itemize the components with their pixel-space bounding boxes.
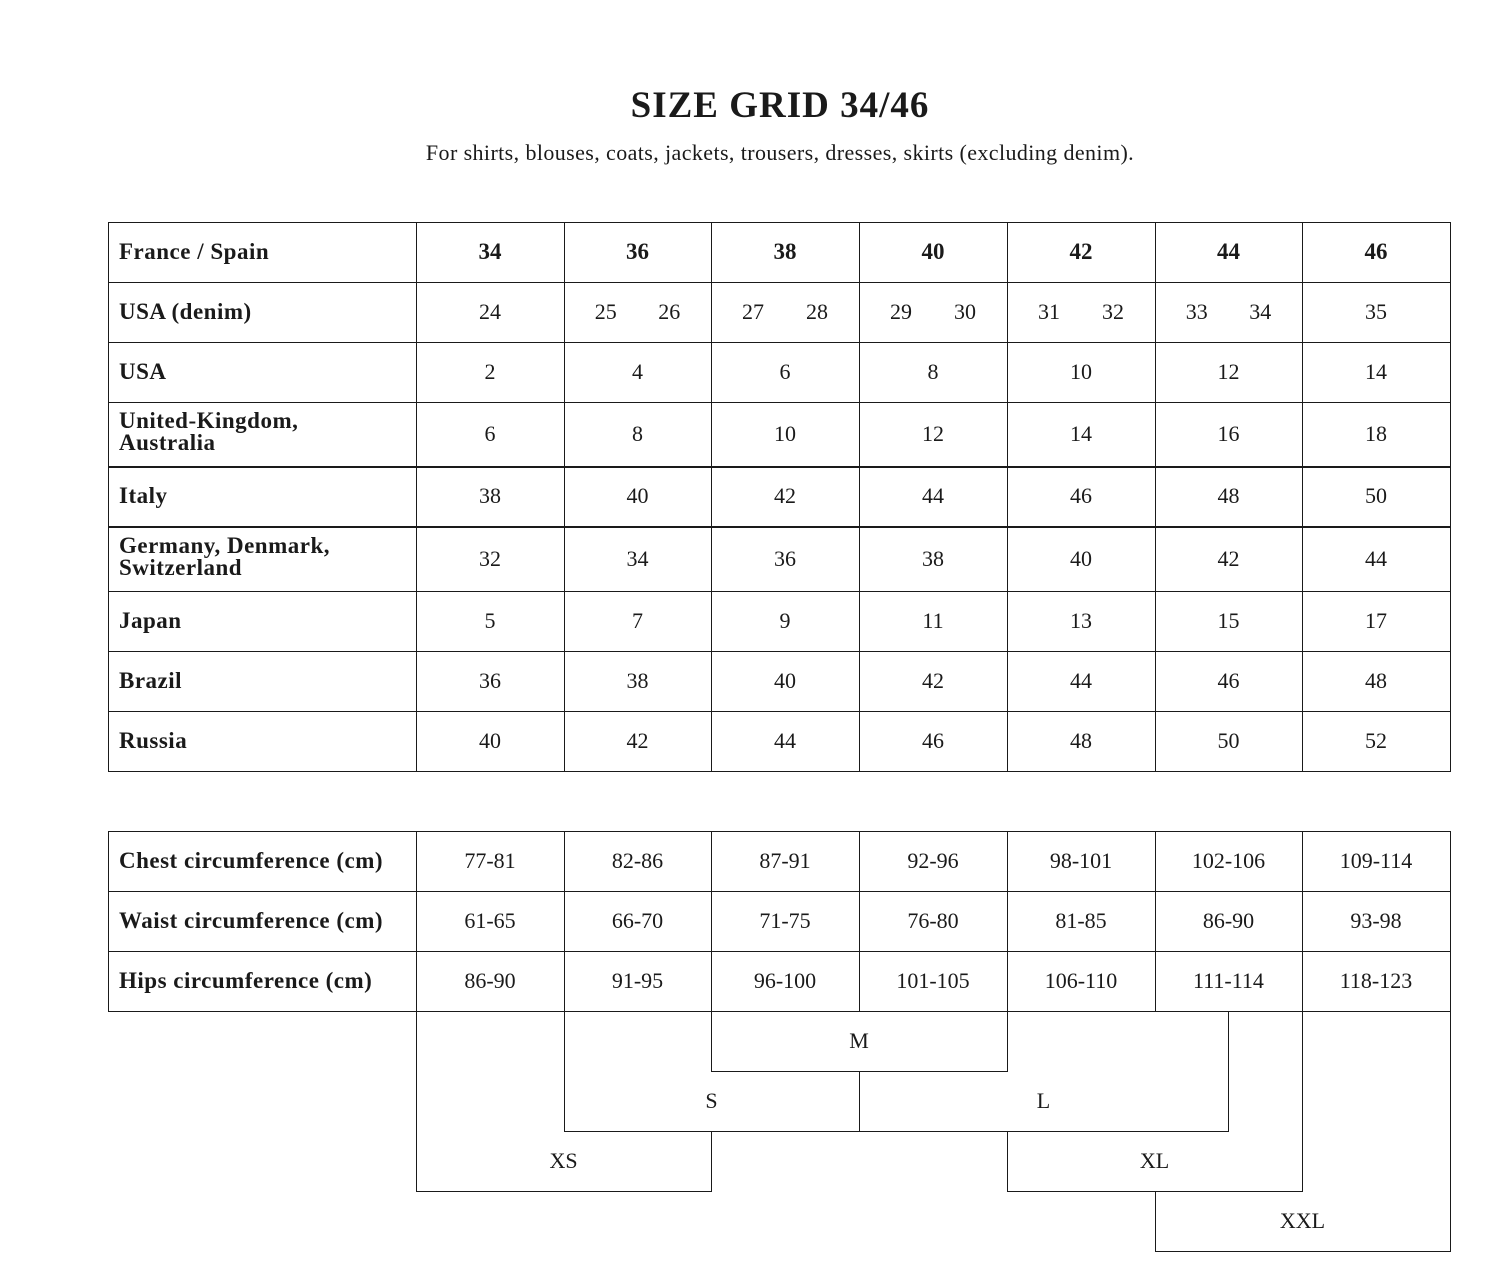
cell-value: 98-101	[1049, 848, 1113, 873]
grid-line	[1450, 831, 1451, 1012]
cell-value: 24	[479, 299, 501, 324]
grid-line	[1302, 831, 1303, 1012]
letter-size-s: S	[705, 1088, 718, 1113]
cell-value: 35	[1365, 299, 1387, 324]
grid-line	[108, 591, 1451, 592]
page-title: SIZE GRID 34/46	[630, 85, 930, 126]
cell-value: 77-81	[464, 848, 516, 873]
grid-line	[1450, 1011, 1451, 1252]
cell-value: 44	[774, 728, 796, 753]
grid-line	[1007, 831, 1008, 1012]
grid-line	[1450, 222, 1451, 772]
row-label: France / Spain	[119, 239, 270, 264]
grid-line	[564, 1131, 860, 1132]
grid-line	[108, 831, 1451, 832]
row-label: USA	[119, 359, 167, 384]
cell-value: 86-90	[1202, 908, 1255, 933]
cell-value: 14	[1365, 359, 1387, 384]
grid-line	[711, 222, 712, 772]
cell-value: 81-85	[1055, 908, 1107, 933]
grid-line	[416, 222, 417, 772]
cell-value: 76-80	[907, 908, 959, 933]
grid-line	[1228, 1011, 1229, 1132]
cell-value: 7	[632, 608, 643, 633]
row-label: Waist circumference (cm)	[119, 908, 384, 933]
grid-line	[1155, 1251, 1451, 1252]
cell-value: 66-70	[611, 908, 664, 933]
cell-value: 4	[632, 359, 643, 384]
cell-value: 48	[1365, 668, 1387, 693]
grid-line	[1155, 831, 1156, 1012]
cell-value: 14	[1070, 421, 1092, 446]
cell-value: 27	[742, 299, 764, 324]
grid-line	[108, 342, 1451, 343]
cell-value: 42	[1217, 545, 1240, 571]
row-label-line: United-Kingdom,	[119, 408, 299, 433]
cell-value: 36	[774, 545, 796, 571]
cell-value: 87-91	[759, 848, 811, 873]
cell-value: 40	[626, 483, 649, 508]
grid-line	[1155, 222, 1156, 772]
cell-value: 25	[594, 299, 617, 324]
cell-value: 42	[1069, 239, 1093, 264]
grid-line	[711, 1011, 712, 1072]
cell-value: 91-95	[611, 968, 664, 993]
row-label: Chest circumference (cm)	[119, 848, 384, 873]
row-label: Italy	[119, 483, 168, 508]
cell-value: 96-100	[753, 968, 817, 993]
cell-value: 111-114	[1193, 968, 1264, 993]
row-label: Japan	[119, 608, 182, 633]
cell-value: 8	[632, 421, 643, 446]
letter-size-l: L	[1036, 1088, 1051, 1113]
grid-line	[1302, 1011, 1303, 1192]
cell-value: 2	[484, 359, 496, 384]
cell-value: 10	[1070, 359, 1092, 384]
grid-line	[416, 831, 417, 1012]
cell-value: 34	[1249, 299, 1272, 324]
cell-value: 6	[484, 421, 496, 446]
grid-line	[1007, 222, 1008, 772]
row-label	[108, 402, 416, 466]
row-label-line: Germany, Denmark,	[119, 532, 331, 558]
grid-line	[416, 1191, 712, 1192]
grid-line	[859, 1131, 1229, 1132]
cell-value: 5	[484, 608, 496, 633]
cell-value: 101-105	[896, 968, 970, 993]
letter-size-xxl: XXL	[1279, 1208, 1326, 1233]
cell-value: 40	[774, 668, 796, 693]
grid-line	[108, 282, 1451, 283]
cell-value: 102-106	[1191, 848, 1266, 873]
grid-line	[859, 1071, 860, 1132]
grid-line	[564, 222, 565, 772]
cell-value: 40	[479, 728, 501, 753]
cell-value: 82-86	[611, 848, 664, 873]
cell-value: 12	[1217, 359, 1240, 384]
cell-value: 46	[1217, 668, 1240, 693]
cell-value: 11	[922, 608, 944, 633]
cell-value: 15	[1217, 608, 1240, 633]
cell-value: 42	[626, 728, 649, 753]
cell-value: 44	[1217, 239, 1240, 264]
grid-line	[108, 831, 109, 1012]
cell-value: 16	[1217, 421, 1240, 446]
row-label: Hips circumference (cm)	[119, 968, 373, 993]
grid-line	[711, 1131, 712, 1192]
cell-value: 36	[479, 668, 501, 693]
cell-value: 31	[1038, 299, 1060, 324]
grid-line	[1007, 1011, 1008, 1072]
cell-value: 86-90	[464, 968, 516, 993]
cell-value: 8	[927, 359, 939, 384]
cell-value: 38	[626, 668, 649, 693]
cell-value: 18	[1365, 421, 1387, 446]
grid-line	[859, 222, 860, 772]
grid-line	[1302, 222, 1303, 772]
cell-value: 42	[774, 483, 796, 508]
row-label: Brazil	[119, 668, 183, 693]
grid-line	[108, 651, 1451, 652]
cell-value: 46	[1364, 239, 1388, 264]
cell-value: 93-98	[1350, 908, 1402, 933]
grid-line	[859, 831, 860, 1012]
cell-value: 29	[890, 299, 912, 324]
cell-value: 36	[626, 239, 649, 264]
cell-value: 10	[774, 421, 796, 446]
cell-value: 48	[1217, 483, 1240, 508]
grid-line	[564, 831, 565, 1012]
letter-size-xs: XS	[549, 1148, 578, 1173]
letter-size-xl: XL	[1139, 1148, 1170, 1173]
cell-value: 44	[1070, 668, 1092, 693]
cell-value: 12	[922, 421, 944, 446]
row-label	[108, 526, 416, 591]
cell-value: 44	[922, 483, 944, 508]
grid-line	[108, 951, 1451, 952]
cell-value: 50	[1365, 483, 1387, 508]
cell-value: 40	[921, 239, 945, 264]
grid-line	[108, 466, 1451, 468]
cell-value: 46	[1070, 483, 1092, 508]
cell-value: 44	[1365, 545, 1387, 571]
row-label: USA (denim)	[119, 299, 252, 324]
row-label-line: Australia	[119, 430, 216, 455]
grid-line	[1155, 1191, 1156, 1252]
cell-value: 6	[779, 359, 791, 384]
cell-value: 109-114	[1339, 848, 1413, 873]
cell-value: 26	[658, 299, 681, 324]
cell-value: 9	[779, 608, 791, 633]
cell-value: 42	[922, 668, 944, 693]
grid-line	[711, 831, 712, 1012]
cell-value: 46	[922, 728, 944, 753]
grid-line	[108, 711, 1451, 712]
row-label: Russia	[119, 728, 188, 753]
row-label-line: Switzerland	[119, 554, 243, 580]
cell-value: 32	[479, 545, 501, 571]
cell-value: 34	[626, 545, 649, 571]
grid-line	[108, 891, 1451, 892]
page-subtitle: For shirts, blouses, coats, jackets, trousers, dresses, skirts (excluding denim).	[425, 140, 1135, 165]
cell-value: 118-123	[1339, 968, 1413, 993]
grid-line	[416, 1011, 417, 1192]
cell-value: 33	[1185, 299, 1208, 324]
grid-line	[1007, 1131, 1008, 1192]
grid-line	[108, 222, 109, 772]
cell-value: 52	[1365, 728, 1387, 753]
cell-value: 30	[954, 299, 976, 324]
cell-value: 50	[1217, 728, 1240, 753]
cell-value: 71-75	[759, 908, 811, 933]
grid-line	[108, 526, 1451, 528]
cell-value: 38	[922, 545, 944, 571]
grid-line	[564, 1011, 565, 1132]
cell-value: 40	[1070, 545, 1092, 571]
cell-value: 92-96	[907, 848, 959, 873]
grid-line	[108, 771, 1451, 772]
cell-value: 38	[773, 239, 797, 264]
grid-line	[108, 222, 1451, 223]
cell-value: 48	[1070, 728, 1092, 753]
cell-value: 34	[478, 239, 502, 264]
cell-value: 61-65	[464, 908, 516, 933]
cell-value: 13	[1070, 608, 1092, 633]
cell-value: 28	[806, 299, 828, 324]
grid-line	[108, 402, 1451, 403]
cell-value: 17	[1365, 608, 1387, 633]
cell-value: 38	[479, 483, 501, 508]
letter-size-m: M	[849, 1028, 869, 1053]
cell-value: 32	[1102, 299, 1124, 324]
cell-value: 106-110	[1044, 968, 1118, 993]
